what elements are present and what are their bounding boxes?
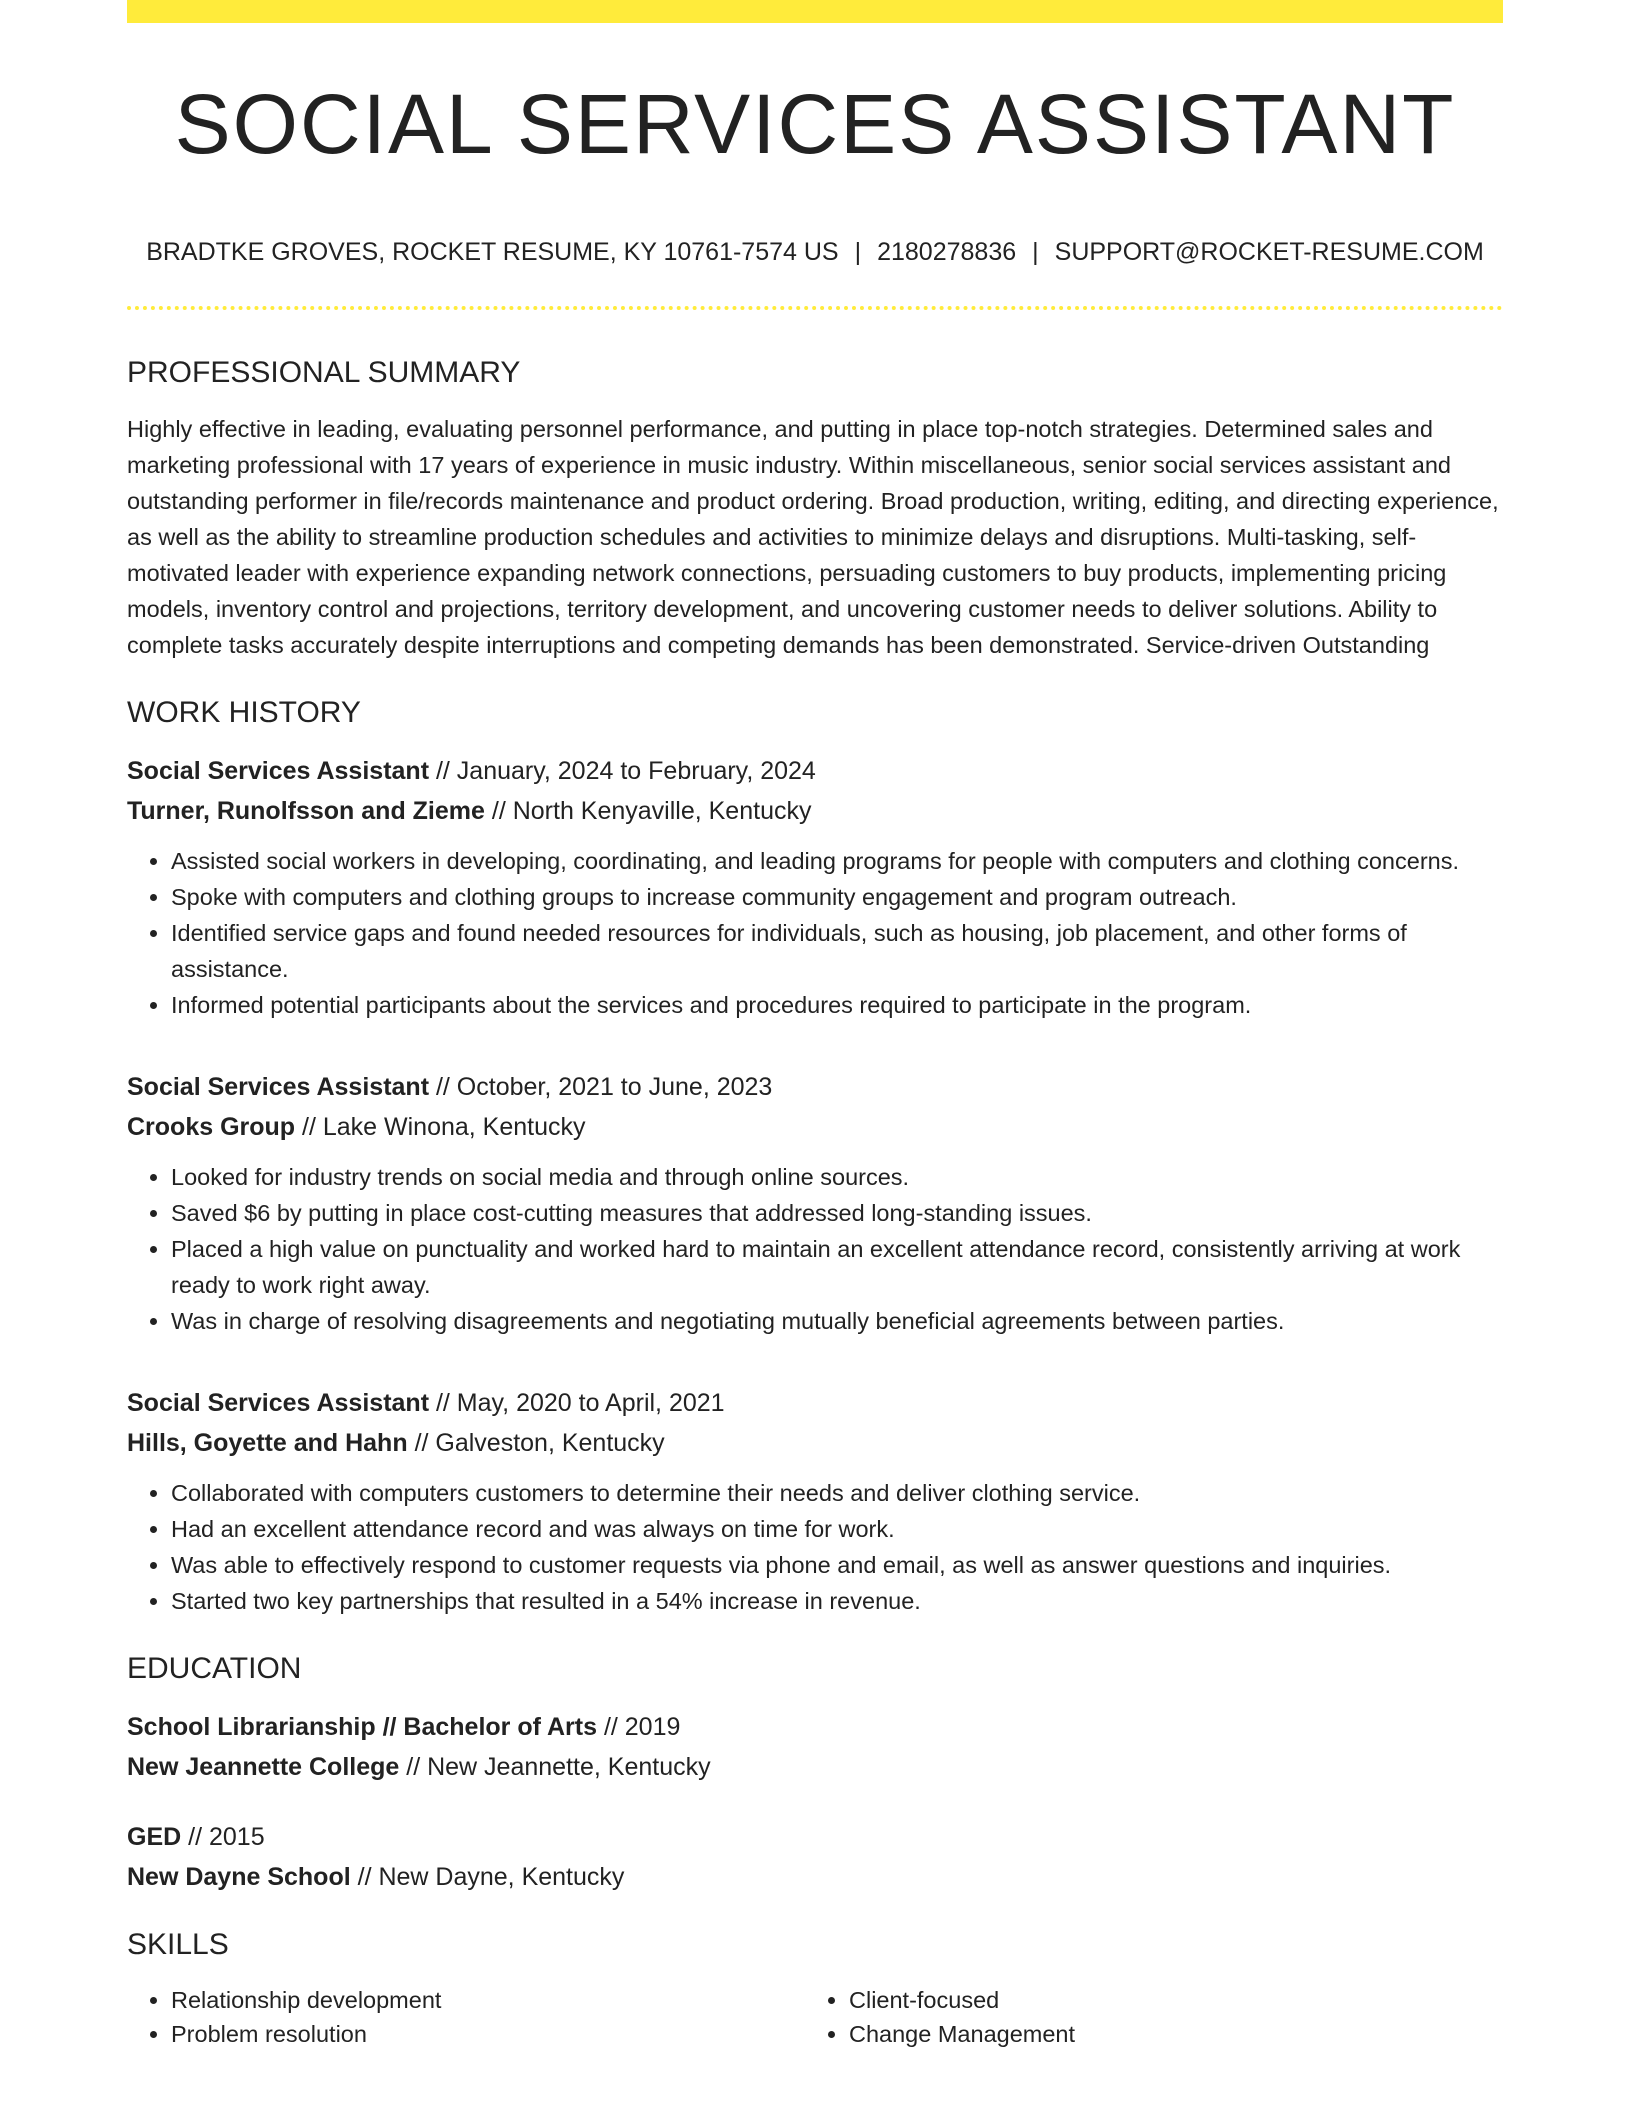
skill-item: • Relationship development — [171, 1983, 805, 2017]
job-bullet: • Spoke with computers and clothing groups to increase community engagement and program outreach. — [171, 879, 1503, 915]
degree-year: // 2015 — [188, 1823, 265, 1851]
resume-title: SOCIAL SERVICES ASSISTANT — [174, 77, 1456, 171]
job-entry — [127, 1067, 1503, 1339]
job-company-line — [127, 1423, 1503, 1463]
job-bullets — [127, 843, 1503, 1023]
contact-line — [127, 238, 1503, 267]
job-dates: // May, 2020 to April, 2021 — [435, 1389, 725, 1417]
skills-left-column — [127, 1983, 805, 2051]
school-line — [127, 1857, 1503, 1897]
job-title-line — [127, 751, 1503, 791]
education-heading: EDUCATION — [127, 1652, 302, 1685]
job-company-line — [127, 1107, 1503, 1147]
skill-item: • Client-focused — [849, 1983, 1483, 2017]
job-bullet: • Started two key partnerships that resulted in a 54% increase in revenue. — [171, 1583, 1503, 1619]
job-bullet: • Collaborated with computers customers to determine their needs and deliver clothing service. — [171, 1475, 1503, 1511]
job-entry — [127, 1383, 1503, 1619]
summary-heading: PROFESSIONAL SUMMARY — [127, 356, 521, 389]
contact-phone: 2180278836 — [877, 238, 1017, 266]
summary-section — [127, 355, 1503, 663]
job-title-line — [127, 1067, 1503, 1107]
job-company: Turner, Runolfsson and Zieme — [127, 797, 485, 825]
job-company: Crooks Group — [127, 1113, 296, 1141]
school-location: // New Jeannette, Kentucky — [406, 1753, 711, 1781]
job-bullet: • Informed potential participants about the services and procedures required to participate in the program. — [171, 987, 1503, 1023]
education-entry — [127, 1707, 1503, 1787]
job-bullet: • Assisted social workers in developing, coordinating, and leading programs for people with computers and clothing concerns. — [171, 843, 1503, 879]
work-history-section — [127, 695, 1503, 1619]
job-dates: // January, 2024 to February, 2024 — [435, 757, 816, 785]
job-bullet: • Was in charge of resolving disagreements and negotiating mutually beneficial agreements between parties. — [171, 1303, 1503, 1339]
degree: GED — [127, 1823, 182, 1851]
job-bullet: • Looked for industry trends on social media and through online sources. — [171, 1159, 1503, 1195]
job-bullet: • Identified service gaps and found needed resources for individuals, such as housing, job placement, and other forms of assistance. — [171, 915, 1503, 987]
contact-address: BRADTKE GROVES, ROCKET RESUME, KY 10761-7574 US — [146, 238, 839, 266]
degree-line — [127, 1817, 1503, 1857]
job-bullet: • Placed a high value on punctuality and worked hard to maintain an excellent attendance record, consistently arriving at work ready to work right away. — [171, 1231, 1503, 1303]
job-title: Social Services Assistant — [127, 1073, 430, 1101]
summary-text: Highly effective in leading, evaluating personnel performance, and putting in place top-notch strategies. Determined sales and marketing professional with 17 years of experience in music industry. Within miscellaneous, senior social services assistant and outstanding performer in file/records maintenance and product ordering. Broad production, writing, editing, and directing experience, as well as the ability to streamline production schedules and activities to minimize delays and disruptions. Multi-tasking, self-motivated leader with experience expanding network connections, persuading customers to buy products, implementing pricing models, inventory control and projections, territory development, and uncovering customer needs to deliver solutions. Ability to complete tasks accurately despite interruptions and competing demands has been demonstrated. Service-driven Outstanding — [127, 416, 1499, 658]
job-location: // North Kenyaville, Kentucky — [491, 797, 812, 825]
contact-separator: | — [1032, 238, 1039, 266]
job-bullet: • Had an excellent attendance record and was always on time for work. — [171, 1511, 1503, 1547]
job-bullets — [127, 1159, 1503, 1339]
skill-item: • Problem resolution — [171, 2017, 805, 2051]
job-title: Social Services Assistant — [127, 1389, 430, 1417]
skill-item: • Change Management — [849, 2017, 1483, 2051]
job-bullets — [127, 1475, 1503, 1619]
degree-line — [127, 1707, 1503, 1747]
job-company: Hills, Goyette and Hahn — [127, 1429, 408, 1457]
job-bullet: • Was able to effectively respond to customer requests via phone and email, as well as answer questions and inquiries. — [171, 1547, 1503, 1583]
job-title: Social Services Assistant — [127, 757, 430, 785]
education-entry — [127, 1817, 1503, 1897]
dotted-divider — [127, 306, 1503, 310]
school-location: // New Dayne, Kentucky — [357, 1863, 625, 1891]
top-accent-bar — [127, 0, 1503, 23]
job-entry — [127, 751, 1503, 1023]
school: New Jeannette College — [127, 1753, 400, 1781]
skills-right-column — [805, 1983, 1483, 2051]
work-history-heading: WORK HISTORY — [127, 696, 361, 729]
degree: School Librarianship // Bachelor of Arts — [127, 1713, 597, 1741]
job-title-line — [127, 1383, 1503, 1423]
job-location: // Lake Winona, Kentucky — [302, 1113, 586, 1141]
job-dates: // October, 2021 to June, 2023 — [435, 1073, 773, 1101]
school: New Dayne School — [127, 1863, 351, 1891]
skills-columns — [127, 1983, 1503, 2051]
contact-separator: | — [854, 238, 862, 266]
job-bullet: • Saved $6 by putting in place cost-cutting measures that addressed long-standing issues. — [171, 1195, 1503, 1231]
contact-email: SUPPORT@ROCKET-RESUME.COM — [1054, 238, 1484, 266]
education-section — [127, 1651, 1503, 1897]
skills-heading: SKILLS — [127, 1928, 229, 1961]
skills-section — [127, 1927, 1503, 2051]
job-location: // Galveston, Kentucky — [414, 1429, 665, 1457]
school-line — [127, 1747, 1503, 1787]
degree-year: // 2019 — [603, 1713, 681, 1741]
job-company-line — [127, 791, 1503, 831]
resume-body — [127, 355, 1503, 2051]
